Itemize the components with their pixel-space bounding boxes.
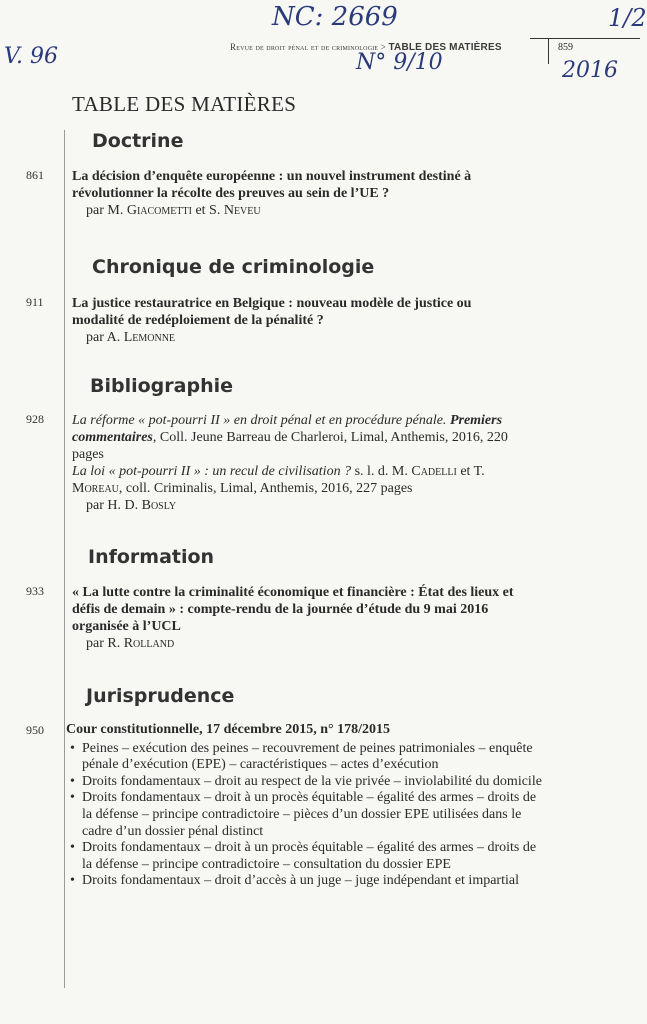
handwritten-volume: V. 96 <box>4 44 59 69</box>
page-ref-information: 933 <box>26 584 44 598</box>
entry-title: « La lutte contre la criminalité économique et financière : État des lieux et défis de demain » : compte-rendu de la journée d’étude du 9 mai 2016 organisée à l’UCL <box>72 585 514 634</box>
running-header <box>230 42 530 53</box>
section-heading-jurisprudence: Jurisprudence <box>86 685 235 707</box>
header-section: TABLE DES MATIÈRES <box>388 42 502 53</box>
journal-name: Revue de droit pénal et de criminologie > <box>230 42 387 52</box>
entry-title: La décision d’enquête européenne : un nouvel instrument destiné à révolutionner la récolte des preuves au sein de l’UE ? <box>72 169 472 201</box>
list-item: • Droits fondamentaux – droit d’accès à un juge – juge indépendant et impartial <box>82 873 546 890</box>
entry-author: par M. Giacometti et S. Neveu <box>86 203 261 218</box>
section-heading-information: Information <box>88 546 215 568</box>
section-heading-criminologie: Chronique de criminologie <box>92 256 375 278</box>
keyword-list <box>66 741 546 890</box>
handwritten-issue: N° 9/10 <box>356 50 443 75</box>
handwritten-nc: NC: 2669 <box>272 2 398 32</box>
entry-title: La réforme « pot-pourri II » en droit pénal et en procédure pénale. Premiers commentaires, Coll. Jeune Barreau de Charleroi, Limal, Anthemis, 2016, 220 pages <box>72 413 508 462</box>
toc-entry-jurisprudence[interactable] <box>66 722 546 890</box>
header-divider <box>548 38 549 64</box>
handwritten-fraction: 1/2 <box>608 4 647 32</box>
entry-author: par A. Lemonne <box>86 330 176 345</box>
entry-author: par R. Rolland <box>86 636 175 651</box>
page-ref-criminologie: 911 <box>26 295 44 309</box>
list-item: • Droits fondamentaux – droit au respect de la vie privée – inviolabilité du domicile <box>82 774 546 791</box>
page-number: 859 <box>558 42 573 53</box>
header-rule <box>530 38 640 39</box>
entry-title: La justice restauratrice en Belgique : nouveau modèle de justice ou modalité de redéploiement de la pénalité ? <box>72 296 472 328</box>
toc-entry-information[interactable] <box>72 584 522 652</box>
entry-author: par H. D. Bosly <box>86 498 177 513</box>
page-ref-doctrine: 861 <box>26 168 44 182</box>
toc-entry-doctrine[interactable] <box>72 168 522 219</box>
vertical-rule <box>64 130 65 988</box>
list-item: • Droits fondamentaux – droit à un procès équitable – égalité des armes – droits de la défense – principe contradictoire – consultation du dossier EPE <box>82 840 546 873</box>
entry-title-2: La loi « pot-pourri II » : un recul de civilisation ? s. l. d. M. Cadelli et T. Moreau, coll. Criminalis, Limal, Anthemis, 2016, 227 pages <box>72 464 485 496</box>
section-heading-bibliographie: Bibliographie <box>90 375 233 397</box>
handwritten-year: 2016 <box>562 58 618 83</box>
entry-title: Cour constitutionnelle, 17 décembre 2015, n° 178/2015 <box>66 722 390 737</box>
page-title: TABLE DES MATIÈRES <box>72 92 297 116</box>
page-ref-jurisprudence: 950 <box>26 723 44 737</box>
toc-entry-criminologie[interactable] <box>72 295 522 346</box>
toc-entry-bibliographie[interactable] <box>72 412 520 514</box>
list-item: • Peines – exécution des peines – recouvrement de peines patrimoniales – enquête pénale d’exécution (EPE) – caractéristiques – actes d’exécution <box>82 741 546 774</box>
list-item: • Droits fondamentaux – droit à un procès équitable – égalité des armes – droits de la défense – principe contradictoire – pièces d’un dossier EPE utilisées dans le cadre d’un dossier pénal distinct <box>82 790 546 840</box>
page-ref-bibliographie: 928 <box>26 412 44 426</box>
section-heading-doctrine: Doctrine <box>92 130 184 152</box>
